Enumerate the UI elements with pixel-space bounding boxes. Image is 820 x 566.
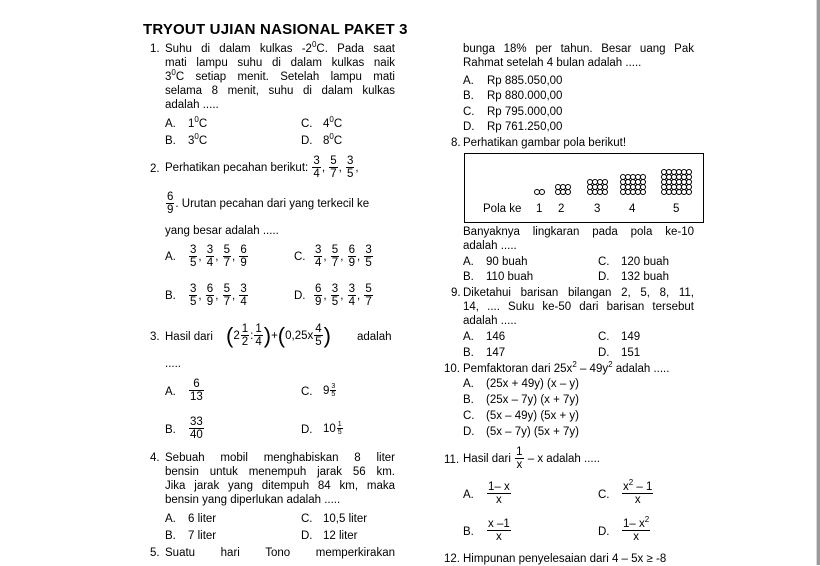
q3-option-a-label: A.	[165, 386, 176, 398]
q8-option-a: 90 buah	[486, 256, 528, 268]
q5-option-c: Rp 795.000,00	[487, 106, 563, 118]
pattern-circle	[640, 189, 646, 195]
q9-line1: Diketahui barisan bilangan 2, 5, 8, 11,	[463, 287, 694, 299]
q3-option-d: 10 $\frac{1}{5}$	[323, 421, 342, 437]
circle-pattern-figure	[464, 153, 704, 223]
q4-option-b: 7 liter	[188, 530, 217, 542]
q5-cont-line2: Rahmat setelah 4 bulan adalah .....	[463, 57, 642, 69]
q1-option-b: $3^0C$	[188, 132, 208, 147]
q4-option-d: 12 liter	[323, 530, 358, 542]
pattern-number-5: 5	[673, 203, 680, 215]
q3-number: 3.	[150, 331, 160, 343]
q2-text-b: . Urutan pecahan dari yang terkecil ke	[175, 198, 370, 210]
q3-option-d-label: D.	[301, 424, 313, 436]
q10-option-b: (25x – 7y) (x + 7y)	[486, 394, 579, 406]
q11-option-c-label: C.	[598, 489, 610, 501]
q2-text: Perhatikan pecahan berikut:	[165, 162, 309, 174]
q8-option-c-label: C.	[598, 256, 610, 268]
q5-option-d: Rp 761.250,00	[487, 121, 563, 133]
q9-line2: 14, .... Suku ke-50 dari barisan tersebut	[463, 301, 694, 313]
q4-option-c-label: C.	[301, 513, 313, 525]
q1-line5: adalah .....	[165, 99, 219, 111]
q5-option-b: Rp 880.000,00	[487, 90, 563, 102]
q9-option-b: 147	[486, 347, 506, 359]
q2-option-b-label: B.	[165, 290, 176, 302]
q4-line1: Sebuah mobil menghabiskan 8 liter	[165, 452, 395, 464]
pattern-number-2: 2	[558, 203, 565, 215]
q8-option-b: 110 buah	[486, 271, 534, 283]
q2-option-d: $\frac{6}{9}$ , $\frac{3}{5}$ , $\frac{3}{4}$ , $\frac{5}{7}$	[315, 283, 372, 309]
q2-option-a: $\frac{3}{5}$ , $\frac{3}{4}$ , $\frac{5}{7}$ , $\frac{6}{9}$	[190, 244, 247, 270]
q10-number: 10.	[444, 363, 460, 375]
q5-option-d-label: D.	[463, 121, 475, 133]
q5-option-a: Rp 885.050,00	[487, 75, 563, 87]
q2-line3: yang besar adalah .....	[165, 225, 279, 237]
q8-option-b-label: B.	[463, 271, 474, 283]
fraction: $\frac{3}{5}$	[347, 155, 354, 181]
q11-option-c: $\frac{x^2 - 1}{x}$	[623, 478, 653, 507]
degree-sup: 0	[171, 68, 176, 77]
q2-option-c: $\frac{3}{4}$ , $\frac{5}{7}$ , $\frac{6}{9}$ , $\frac{3}{5}$	[315, 244, 372, 270]
q9-option-b-label: B.	[463, 347, 474, 359]
pattern-circle	[565, 189, 571, 195]
q1-option-b-label: B.	[165, 135, 176, 147]
q9-option-d: 151	[621, 347, 641, 359]
q3-option-c: 9 $\frac{3}{5}$	[323, 383, 336, 399]
q11-option-a-label: A.	[463, 489, 474, 501]
q3-text: Hasil dari	[165, 331, 213, 343]
q5-cont-line1: bunga 18% per tahun. Besar uang Pak	[463, 43, 694, 55]
q4-number: 4.	[150, 452, 160, 464]
pattern-circle	[539, 189, 545, 195]
q1-text-c: C setiap menit. Setelah lampu mati	[175, 71, 395, 83]
q5-option-c-label: C.	[463, 106, 475, 118]
q3-option-a: $\frac{6}{13}$	[190, 378, 203, 404]
q4-option-b-label: B.	[165, 530, 176, 542]
q9-option-d-label: D.	[598, 347, 610, 359]
q8-text: Perhatikan gambar pola berikut!	[463, 137, 627, 149]
q4-option-c: 10,5 liter	[323, 513, 368, 525]
q8-number: 8.	[451, 137, 461, 149]
q4-line3: Jika jarak yang ditempuh 84 km, maka	[165, 480, 395, 492]
q2-line1: Perhatikan pecahan berikut: $\frac{3}{4}$ , $\frac{5}{7}$ , $\frac{3}{5}$ ,	[165, 155, 359, 181]
q9-number: 9.	[451, 287, 461, 299]
pattern-label: Pola ke	[483, 203, 522, 215]
pattern-number-3: 3	[594, 203, 601, 215]
q1-option-a-label: A.	[165, 118, 176, 130]
q2-line2	[165, 188, 369, 220]
q5-number: 5.	[150, 547, 160, 559]
q8-option-a-label: A.	[463, 256, 474, 268]
q2-option-b: $\frac{3}{5}$ , $\frac{6}{9}$ , $\frac{5}{7}$ , $\frac{3}{4}$	[190, 283, 247, 309]
q12-number: 12.	[444, 553, 460, 565]
fraction: $\frac{5}{7}$	[330, 155, 337, 181]
q8-option-d-label: D.	[598, 271, 610, 283]
q1-option-c: $4^0C$	[323, 115, 343, 130]
q5-option-a-label: A.	[463, 75, 474, 87]
q4-option-a-label: A.	[165, 513, 176, 525]
q9-line3: adalah .....	[463, 315, 517, 327]
q3-tail: adalah	[357, 331, 392, 343]
q5-option-b-label: B.	[463, 90, 474, 102]
q8-line1: Banyaknya lingkaran pada pola ke-10	[463, 226, 694, 238]
degree-sup: 0	[311, 40, 317, 49]
q1-option-c-label: C.	[301, 118, 313, 130]
q3-option-c-label: C.	[301, 386, 313, 398]
q11-option-a: $\frac{1- x}{x}$	[488, 481, 510, 507]
q1-line1	[165, 42, 395, 56]
q1-number: 1.	[150, 43, 160, 55]
q5-line1: Suatu hari Tono memperkirakan	[165, 547, 395, 559]
q1-line2: mati lampu suhu di dalam kulkas naik	[165, 57, 395, 69]
q11-option-d-label: D.	[598, 526, 610, 538]
q10-option-a-label: A.	[463, 378, 474, 390]
q1-text-b: C. Pada saat	[316, 43, 395, 55]
q8-option-c: 120 buah	[621, 256, 669, 268]
q8-line2: adalah .....	[463, 240, 517, 252]
q9-option-c: 149	[621, 331, 641, 343]
q11-number: 11.	[444, 454, 460, 466]
q10-option-d-label: D.	[463, 426, 475, 438]
q10-option-c: (5x – 49y) (5x + y)	[486, 410, 579, 422]
q1-line3	[165, 70, 395, 84]
pattern-circle	[602, 189, 608, 195]
q1-text-a: Suhu di dalam kulkas -2	[165, 43, 312, 55]
q1-option-a: $1^0C$	[188, 115, 208, 130]
q2-option-c-label: C.	[294, 251, 306, 263]
q3-option-b: $\frac{33}{40}$	[190, 416, 203, 442]
pattern-number-4: 4	[629, 203, 636, 215]
q9-option-a: 146	[486, 331, 506, 343]
q4-line2: bensin untuk menempuh jarak 56 km.	[165, 466, 395, 478]
q2-option-d-label: D.	[294, 290, 306, 302]
q9-option-a-label: A.	[463, 331, 474, 343]
q1-line4: selama 8 menit, suhu di dalam kulkas	[165, 85, 395, 97]
q10-option-b-label: B.	[463, 394, 474, 406]
fraction: $\frac{6}{9}$	[167, 191, 174, 217]
q4-line4: bensin yang diperlukan adalah .....	[165, 494, 341, 506]
q11-option-b: $\frac{x -1}{x}$	[488, 518, 510, 544]
q10-option-a: (25x + 49y) (x – y)	[486, 378, 579, 390]
page-title: TRYOUT UJIAN NASIONAL PAKET 3	[143, 21, 408, 38]
q3-dots: .....	[165, 358, 181, 370]
q3-expression: (2 $\frac{1}{2}$ : $\frac{1}{4}$ )+(0,25x $\frac{4}{5}$ )	[226, 322, 331, 349]
q11-text: Hasil dari $\frac{1}{x}$ – x adalah .....	[463, 446, 601, 472]
q12-line: Himpunan penyelesaian dari 4 – 5x ≥ -8	[463, 553, 667, 565]
q1-option-d: $8^0C$	[323, 132, 343, 147]
q11-option-b-label: B.	[463, 526, 474, 538]
q2-option-a-label: A.	[165, 251, 176, 263]
q11-option-d: $\frac{1- x^2}{x}$	[623, 515, 650, 544]
q10-option-d: (5x – 7y) (5x + 7y)	[486, 426, 579, 438]
q3-option-b-label: B.	[165, 424, 176, 436]
q10-option-c-label: C.	[463, 410, 475, 422]
q4-option-d-label: D.	[301, 530, 313, 542]
q9-option-c-label: C.	[598, 331, 610, 343]
fraction: $\frac{3}{4}$	[313, 155, 320, 181]
q4-option-a: 6 liter	[188, 513, 217, 525]
q2-number: 2.	[150, 163, 160, 175]
pattern-circle	[686, 189, 692, 195]
q1-option-d-label: D.	[301, 135, 313, 147]
q8-option-d: 132 buah	[621, 271, 669, 283]
q1-three: 3	[165, 71, 172, 83]
q10-text: Pemfaktoran dari $25x^2 - 49y^2$ adalah .....	[463, 360, 670, 375]
pattern-number-1: 1	[536, 203, 543, 215]
